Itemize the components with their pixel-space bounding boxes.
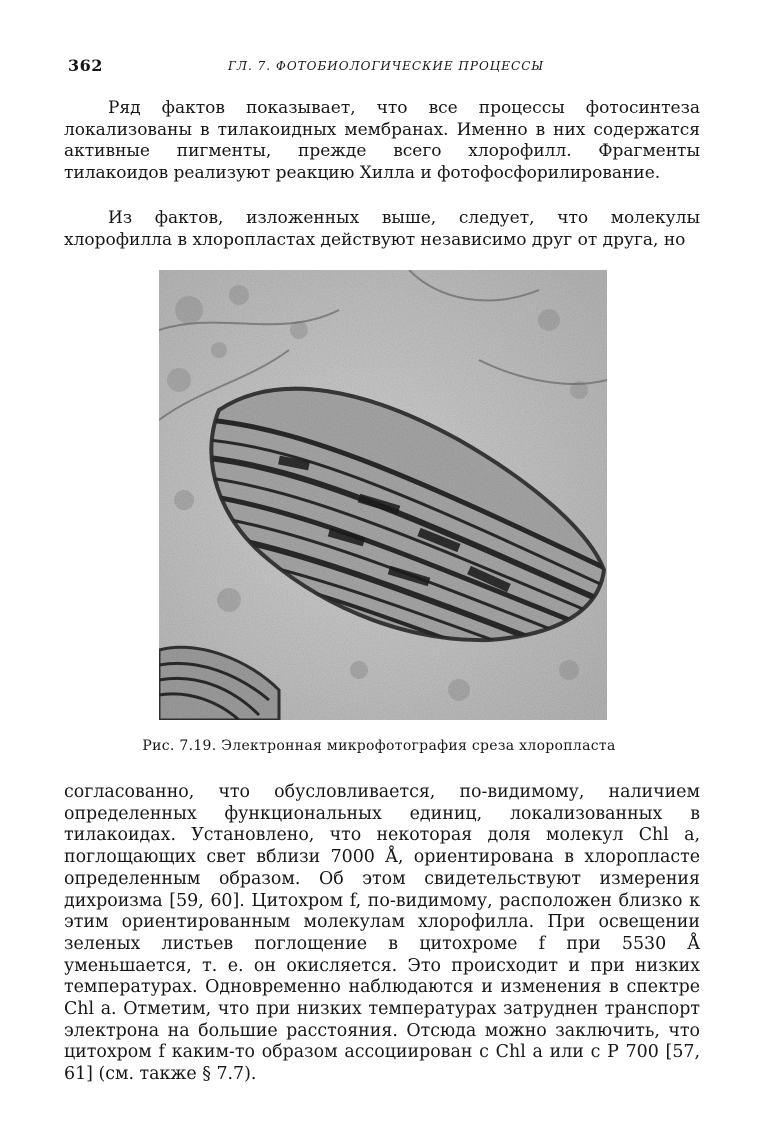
paragraph-3: согласованно, что обусловливается, по-видимому, наличием определенных функциональных единиц, локализованных в тилакоидах. Установлено, что некоторая доля молекул Chl a, поглощающих свет вблизи 7000 Å, ориентирована в хлоропласте определенным образом. Об этом свидетельствуют измерения дихроизма [59, 60]. Цитохром f, по-видимому, расположен близко к этим ориентированным молекулам хлорофилла. При освещении зеленых листьев поглощение в цитохроме f при 5530 Å уменьшается, т. е. он окисляется. Это происходит и при низких температурах. Одновременно наблюдаются и изменения в спектре Chl a. Отметим, что при низких температурах затруднен транспорт электрона на большие расстояния. Отсюда можно заключить, что цитохром f каким-то образом ассоциирован с Chl a или с P 700 [57, 61] (см. также § 7.7). [64,782,700,1085]
micrograph-image [159,270,607,720]
chapter-title: ГЛ. 7. ФОТОБИОЛОГИЧЕСКИЕ ПРОЦЕССЫ [228,59,545,73]
figure-caption: Рис. 7.19. Электронная микрофотография среза хлоропласта [142,738,616,754]
paragraph-1: Ряд фактов показывает, что все процессы фотосинтеза локализованы в тилакоидных мембранах. Именно в них содержатся активные пигменты, прежде всего хлорофилл. Фрагменты тилакоидов реализуют реакцию Хилла и фотофосфорилирование. [64,98,700,183]
running-head [68,56,698,80]
chloroplast-micrograph [159,270,607,720]
page-number: 362 [68,56,103,75]
paragraph-2: Из фактов, изложенных выше, следует, что молекулы хлорофилла в хлоропластах действуют независимо друг от друга, но [64,208,700,250]
